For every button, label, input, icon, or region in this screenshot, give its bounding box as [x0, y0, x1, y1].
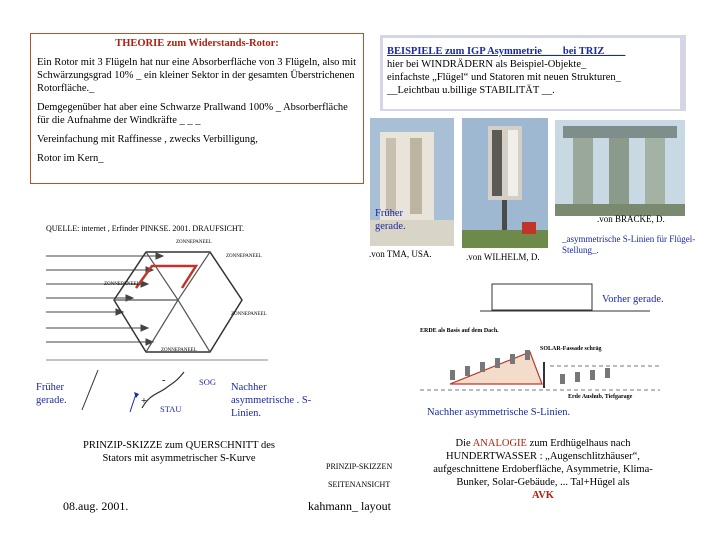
panel-label-1: ZONNEPANEEL	[176, 240, 212, 245]
examples-box	[380, 35, 686, 111]
sketch-minus: -	[162, 375, 166, 386]
examples-line-3: __Leichtbau u.billige STABILITÄT __.	[387, 85, 555, 96]
footer-author: kahmann_ layout	[308, 499, 391, 513]
top-view-diagram	[46, 236, 268, 362]
sketch-nachher: Nachher asymmetrische . S-Linien.	[231, 382, 312, 419]
analogy-pre: Die	[455, 438, 473, 449]
analogy-post: zum Erdhügelhaus nach HUNDERTWASSER : „Augenschlitzhäuser“, aufgeschnittene Erdoberfläche, Asymmetrie, Klima-Bunker, Solar-Gebäude, ... Tal+Hügel als	[433, 438, 653, 488]
caption-s-linien: _asymmetrische S-Linien für Flügel-Stellung_.	[562, 234, 696, 255]
earth-label-solar: SOLAR-Fassade schräg	[540, 346, 602, 352]
prinzip-skizze-text: PRINZIP-SKIZZE zum QUERSCHNITT des Stators mit asymmetrischer S-Kurve	[82, 440, 275, 464]
analogy-avk: AVK	[532, 490, 554, 501]
theory-title: THEORIE zum Widerstands-Rotor:	[115, 38, 279, 49]
sketch-sog: SOG	[199, 377, 217, 387]
examples-line-2: einfachste „Flügel“ und Statoren mit neuen Strukturen_	[387, 72, 621, 83]
caption-wilhelm: .von WILHELM, D.	[466, 252, 540, 262]
theory-paragraph-1: Ein Rotor mit 3 Flügeln hat nur eine Absorberfläche von 3 Flügeln, also mit Schwärzungsgrad 10% _ ein kleiner Sektor in der gesamten Überstrichenen Rotorfläche._	[37, 57, 357, 94]
nachher-right: Nachher asymmetrische S-Linien.	[427, 407, 571, 418]
panel-label-4: ZONNEPANEEL	[231, 312, 267, 317]
analogy-word: ANALOGIE	[472, 438, 527, 449]
footer-date: 08.aug. 2001.	[63, 499, 129, 513]
earth-house-sketch	[420, 326, 660, 406]
theory-paragraph-2: Demgegenüber hat aber eine Schwarze Prallwand 100% _ Absorberfläche für die Aufnahme der Windkräfte _ _ _	[37, 102, 348, 126]
caption-frueher-gerade-photo: Früher gerade.	[375, 208, 406, 232]
examples-title: BEISPIELE zum IGP Asymmetrie____bei TRIZ____	[387, 46, 626, 57]
theory-paragraph-3: Vereinfachung mit Raffinesse , zwecks Verbilligung,	[37, 134, 258, 145]
earth-label-aushub: Erde Aushub, Tiefgarage	[568, 394, 633, 400]
side-view-label-1: PRINZIP-SKIZZEN	[326, 462, 393, 471]
sketch-frueher-gerade: Früher gerade.	[36, 382, 67, 406]
stator-sketch-graphic	[80, 368, 230, 418]
theory-box	[30, 33, 364, 184]
source-note: QUELLE: internet , Erfinder PINKSE. 2001. DRAUFSICHT.	[46, 224, 245, 233]
panel-label-5: ZONNEPANEEL	[161, 348, 197, 353]
panel-label-3: ZONNEPANEEL	[104, 282, 140, 287]
theory-paragraph-4: Rotor im Kern_	[37, 153, 104, 164]
photo-bracke-turbine	[555, 120, 685, 216]
sketch-plus: +	[141, 396, 147, 407]
photo-wilhelm-turbine	[462, 118, 548, 248]
earth-label-erde: ERDE als Basis auf dem Dach.	[420, 328, 499, 334]
caption-tma: .von TMA, USA.	[369, 249, 432, 259]
sketch-stau: STAU	[160, 404, 182, 414]
photo-bracke-graphic	[555, 120, 685, 216]
caption-bracke: .von BRACKE, D.	[597, 214, 665, 224]
analogy-text	[418, 437, 668, 502]
examples-line-1: hier bei WINDRÄDERN als Beispiel-Objekte_	[387, 59, 587, 70]
panel-label-2: ZONNEPANEEL	[226, 254, 262, 259]
vorher-gerade: Vorher gerade.	[602, 294, 664, 305]
side-view-label-2: SEITENANSICHT	[328, 480, 391, 489]
photo-wilhelm-graphic	[462, 118, 548, 248]
